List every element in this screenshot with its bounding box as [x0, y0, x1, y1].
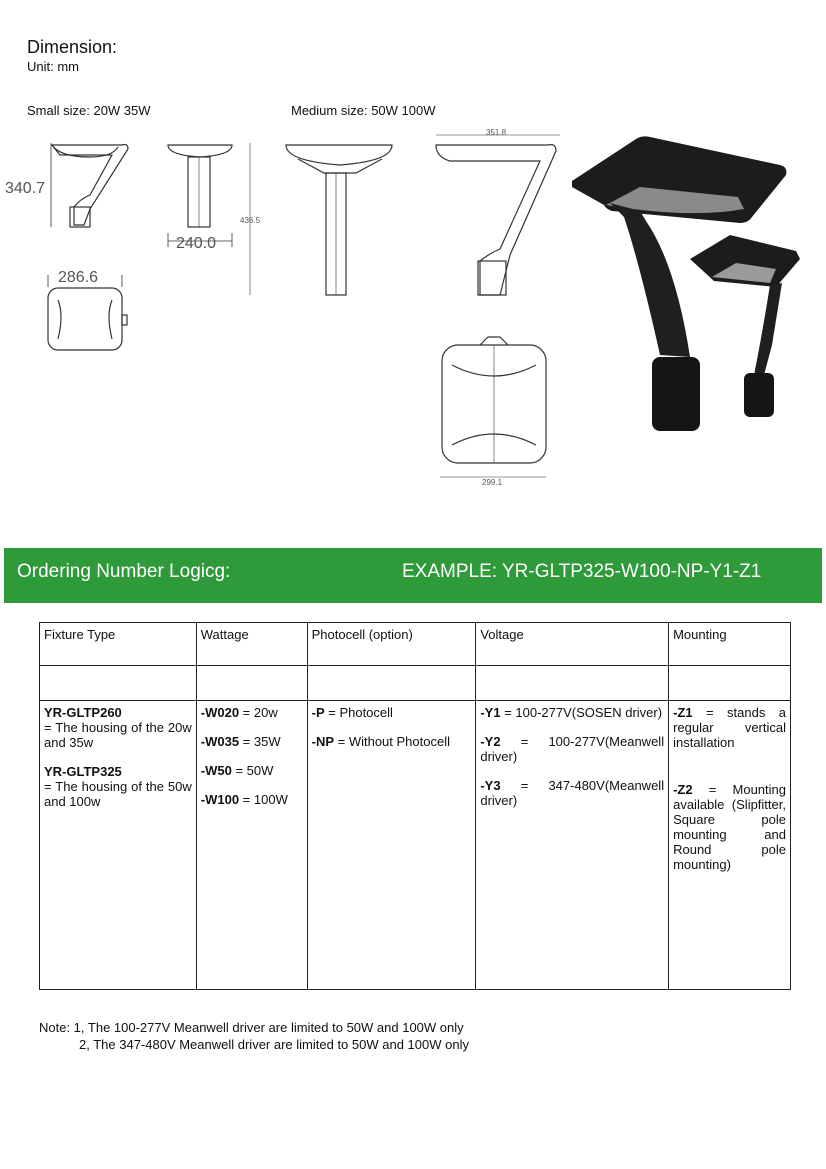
mounting-cell	[669, 701, 791, 990]
fixture-desc: = The housing of the 20w and 35w	[44, 720, 192, 750]
mounting-desc: = stands a regular vertical installation	[673, 705, 786, 750]
photocell-code: -P	[311, 705, 325, 720]
wattage-code: -W50	[200, 763, 232, 778]
fixture-code: YR-GLTP260	[44, 705, 122, 720]
mounting-code: -Z1	[673, 705, 693, 720]
table-body-row	[40, 701, 791, 990]
ordering-banner	[4, 548, 822, 603]
header-mounting: Mounting	[669, 623, 791, 666]
dimension-drawings	[0, 125, 826, 495]
photocell-desc: = Photocell	[324, 705, 393, 720]
wattage-desc: = 100W	[239, 792, 288, 807]
voltage-cell	[476, 701, 669, 990]
photocell-code: -NP	[311, 734, 335, 749]
table-header-row	[40, 623, 791, 666]
small-height-label: 340.7	[5, 180, 46, 197]
medium-top-drawing	[440, 337, 546, 477]
fixture-code: YR-GLTP325	[44, 764, 122, 779]
small-width-label: 240.0	[176, 235, 217, 252]
ordering-example: EXAMPLE: YR-GLTP325-W100-NP-Y1-Z1	[402, 561, 762, 582]
wattage-cell	[196, 701, 307, 990]
product-photo	[572, 136, 800, 431]
mounting-desc: = Mounting available (Slipfitter, Square pole mounting and Round pole mounting)	[673, 782, 786, 872]
header-wattage: Wattage	[196, 623, 307, 666]
wattage-code: -W100	[200, 792, 240, 807]
dimension-title: Dimension:	[27, 37, 118, 57]
wattage-desc: = 35W	[239, 734, 281, 749]
ordering-title: Ordering Number Logicg:	[17, 561, 231, 582]
small-side-drawing	[51, 143, 128, 227]
medium-front-drawing	[250, 143, 392, 295]
note-line-1: Note: 1, The 100-277V Meanwell driver are limited to 50W and 100W only	[39, 1020, 464, 1035]
fixture-desc: = The housing of the 50w and 100w	[44, 779, 192, 809]
wattage-code: -W035	[200, 734, 240, 749]
voltage-desc: = 100-277V(Meanwell driver)	[480, 734, 665, 764]
medium-arm-width-label: 351.8	[486, 128, 507, 137]
table-blank-row	[40, 666, 791, 701]
photocell-desc: = Without Photocell	[334, 734, 450, 749]
small-front-drawing	[168, 145, 232, 247]
note-line-2: 2, The 347-480V Meanwell driver are limited to 50W and 100W only	[79, 1037, 469, 1052]
voltage-desc: = 347-480V(Meanwell driver)	[480, 778, 665, 808]
header-fixture-type: Fixture Type	[40, 623, 197, 666]
header-photocell: Photocell (option)	[307, 623, 476, 666]
photocell-cell	[307, 701, 476, 990]
dimension-unit: Unit: mm	[27, 59, 79, 74]
medium-height-label: 436.5	[240, 216, 261, 225]
voltage-code: -Y3	[480, 778, 501, 793]
small-size-label: Small size: 20W 35W	[27, 103, 151, 118]
mounting-code: -Z2	[673, 782, 693, 797]
wattage-desc: = 20w	[239, 705, 278, 720]
small-top-drawing	[48, 275, 127, 350]
fixture-cell	[40, 701, 197, 990]
medium-side-drawing	[436, 135, 560, 295]
header-voltage: Voltage	[476, 623, 669, 666]
wattage-desc: = 50W	[231, 763, 274, 778]
notes	[39, 1019, 469, 1053]
ordering-table	[39, 622, 791, 990]
voltage-code: -Y1	[480, 705, 501, 720]
medium-top-width-label: 299.1	[482, 478, 503, 487]
voltage-desc: = 100-277V(SOSEN driver)	[500, 705, 663, 720]
medium-size-label: Medium size: 50W 100W	[291, 103, 436, 118]
wattage-code: -W020	[200, 705, 240, 720]
small-top-width-label: 286.6	[58, 269, 99, 286]
voltage-code: -Y2	[480, 734, 501, 749]
